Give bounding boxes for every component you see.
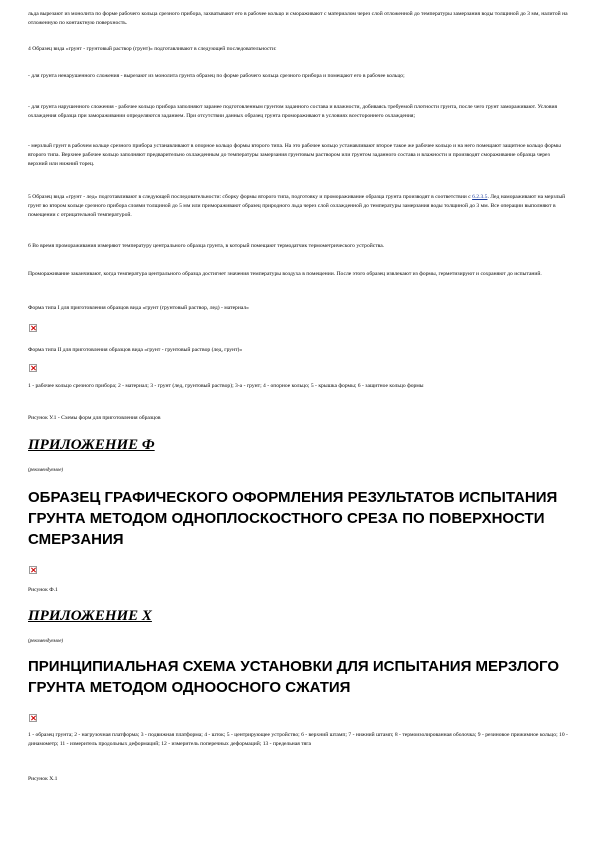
paragraph-step-6: 6 Во время промораживания измеряют температуру центрального образца грунта, в который помещают термодатчик термометрического устройства. xyxy=(28,243,385,249)
paragraph-step-5-text-a: 5 Образец вида «грунт - лед» подготавливают в следующей последовательности: сборку формы второго типа, подготовку и промораживание образца грунта производят в соответствии с xyxy=(28,194,473,200)
appendix-f-title: ПРИЛОЖЕНИЕ Ф xyxy=(28,437,155,453)
paragraph-step-5-text-b: . Лед намораживают на мерзлый грунт во втором кольце срезного прибора слоями толщиной до 5 мм или примораживают образец природного льда через слой охлажденной до температуры замерзания воды толщиной до 3 мм. Все операции выполняют в помещении с отрицательной температурой. xyxy=(28,194,566,218)
paragraph-ice-cutting: льда вырезают из монолита по форме рабочего кольца срезного прибора, захватывают его в рабочее кольцо и смораживают с материалом через слой отложенной до температуры замерзания воды толщиной до 3 мм, налитой на отложенную по контактную поверхность. xyxy=(28,11,568,26)
appendix-h-title: ПРИЛОЖЕНИЕ Х xyxy=(28,608,152,624)
appendix-h-heading: ПРИНЦИПИАЛЬНАЯ СХЕМА УСТАНОВКИ ДЛЯ ИСПЫТАНИЯ МЕРЗЛОГО ГРУНТА МЕТОДОМ ОДНООСНОГО СЖАТИЯ xyxy=(28,658,560,696)
paragraph-frozen-soil: - мерзлый грунт в рабочем кольце срезного прибора устанавливают в опорное кольцо формы второго типа. На это рабочее кольцо устанавливают второе такое же рабочее кольцо и на него помещают защитное кольцо формы второго типа. Верхнее рабочее кольцо заполняют предварительно охлажденным до температуры замерзания грунтовым раствором или грунтом заданного состава и влажности и производят смораживание образца через верхний или нижний торец. xyxy=(28,143,561,167)
appendix-h-note: (рекомендуемое) xyxy=(28,639,64,644)
paragraph-step-4: 4 Образец вида «грунт - грунтовый раствор (грунт)» подготавливают в следующей последовательности: xyxy=(28,46,277,52)
figure-legend-u1: 1 - рабочее кольцо срезного прибора; 2 - материал; 3 - грунт (лед, грунтовый раствор); 3-а - грунт; 4 - опорное кольцо; 5 - крышка формы; 6 - защитное кольцо формы xyxy=(28,383,424,389)
section-link[interactable]: 6.2.3.5 xyxy=(472,194,488,200)
appendix-f-heading: ОБРАЗЕЦ ГРАФИЧЕСКОГО ОФОРМЛЕНИЯ РЕЗУЛЬТАТОВ ИСПЫТАНИЯ ГРУНТА МЕТОДОМ ОДНОПЛОСКОСТНОГО СРЕЗА ПО ПОВЕРХНОСТИ СМЕРЗАНИЯ xyxy=(28,489,558,548)
broken-image-icon xyxy=(29,364,37,372)
form-type-2-label: Форма типа II для приготовления образцов вида «грунт - грунтовый раствор (лед, грунт)» xyxy=(28,347,243,353)
figure-legend-h1: 1 - образец грунта; 2 - нагрузочная платформа; 3 - подвижная платформа; 4 - шток; 5 - центрирующее устройство; 6 - верхний штамп; 7 - нижний штамп; 8 - термоизолированная оболочка; 9 - резиновое прижимное кольцо; 10 - динамометр; 11 - измеритель продольных деформаций; 12 - измеритель поперечных деформаций; 13 - предельная тяга xyxy=(28,732,568,747)
broken-image-icon xyxy=(29,324,37,332)
figure-caption-f1: Рисунок Ф.1 xyxy=(28,587,58,593)
broken-image-icon xyxy=(29,566,37,574)
figure-caption-h1: Рисунок Х.1 xyxy=(28,776,58,782)
broken-image-icon xyxy=(29,714,37,722)
paragraph-freezing-end: Промораживание заканчивают, когда температура центрального образца достигнет значения температуры воздуха в помещении. После этого образец извлекают из формы, герметизируют и сохраняют до испытаний. xyxy=(28,271,542,277)
paragraph-undisturbed-soil: - для грунта ненарушенного сложения - вырезают из монолита грунта образец по форме рабочего кольца срезного прибора и помещают его в рабочее кольцо; xyxy=(28,73,405,79)
paragraph-disturbed-soil: - для грунта нарушенного сложения - рабочее кольцо прибора заполняют заранее подготовленным грунтом заданного состава и влажности, добиваясь требуемой плотности грунта, после чего грунт замораживают. Условия охлаждения образца при замораживании определяются заданием. При отсутствии данных образец грунта промораживают в условиях всестороннего охлаждения; xyxy=(28,104,558,119)
form-type-1-label: Форма типа I для приготовления образцов вида «грунт (грунтовый раствор, лед) - материал» xyxy=(28,305,249,311)
paragraph-step-5 xyxy=(28,193,568,220)
appendix-f-note: (рекомендуемое) xyxy=(28,468,64,473)
figure-caption-u1: Рисунок У.1 - Схемы форм для приготовления образцов xyxy=(28,415,161,421)
